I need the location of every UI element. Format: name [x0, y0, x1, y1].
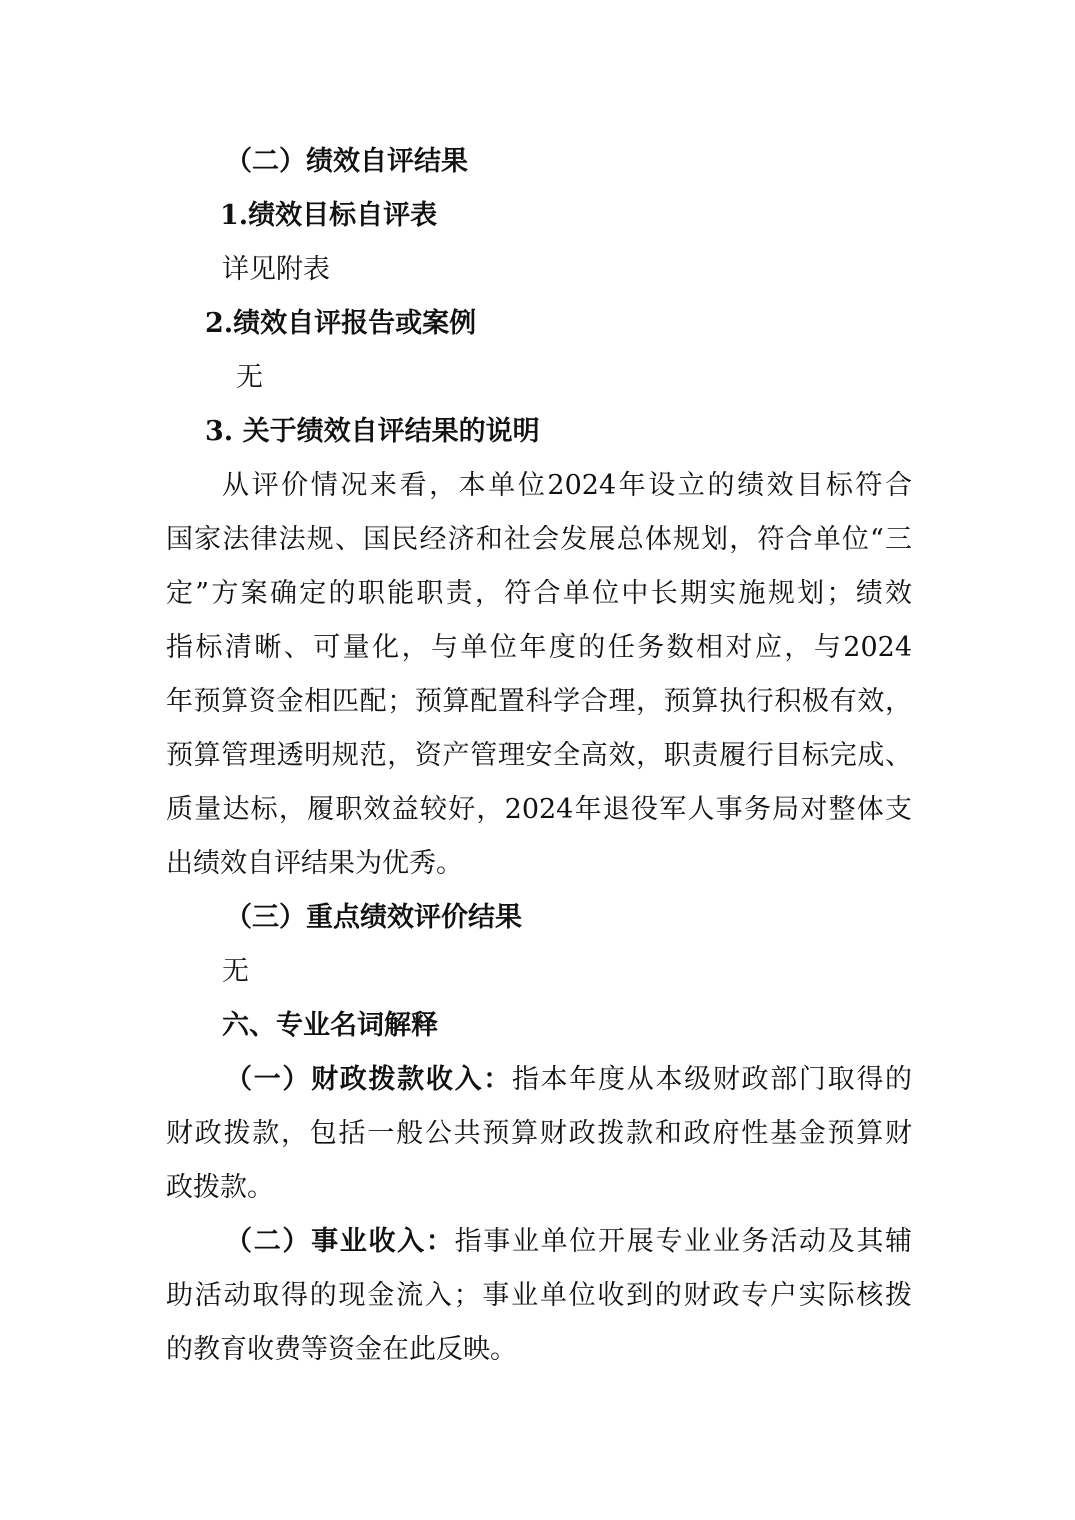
- paragraph-line: 财政拨款，包括一般公共预算财政拨款和政府性基金预算财: [166, 1118, 912, 1149]
- term-1-first-line: [225, 1060, 912, 1100]
- paragraph-line: 的教育收费等资金在此反映。: [166, 1334, 517, 1365]
- paragraph-line: 年预算资金相匹配；预算配置科学合理，预算执行积极有效，: [166, 686, 912, 717]
- section-heading-key-evaluation: （三）重点绩效评价结果: [225, 902, 522, 933]
- paragraph-line: 质量达标，履职效益较好，2024年退役军人事务局对整体支: [166, 794, 912, 825]
- key-evaluation-text: 无: [222, 956, 249, 987]
- item-1-text: 详见附表: [222, 254, 330, 285]
- paragraph-line: 从评价情况来看，本单位2024年设立的绩效目标符合: [222, 470, 912, 501]
- paragraph-line: 指标清晰、可量化，与单位年度的任务数相对应，与2024: [166, 632, 912, 663]
- term-2-first-line: [225, 1222, 912, 1262]
- item-1-heading: 1.绩效目标自评表: [220, 200, 438, 231]
- item-3-heading: 3. 关于绩效自评结果的说明: [205, 416, 540, 447]
- paragraph-line: 助活动取得的现金流入；事业单位收到的财政专户实际核拨: [166, 1280, 912, 1311]
- paragraph-line: 出绩效自评结果为优秀。: [166, 848, 463, 879]
- paragraph-line: 预算管理透明规范，资产管理安全高效，职责履行目标完成、: [166, 740, 912, 771]
- item-2-text: 无: [236, 362, 263, 393]
- section-heading-performance-self-evaluation: （二）绩效自评结果: [225, 146, 468, 177]
- paragraph-line: 国家法律法规、国民经济和社会发展总体规划，符合单位“三: [166, 524, 912, 555]
- item-2-heading: 2.绩效自评报告或案例: [205, 308, 477, 339]
- section-heading-terms: 六、专业名词解释: [222, 1010, 438, 1041]
- term-2-label: （二）事业收入：: [225, 1226, 455, 1257]
- term-1-definition: 指本年度从本级财政部门取得的: [511, 1064, 912, 1095]
- paragraph-line: 定”方案确定的职能职责，符合单位中长期实施规划；绩效: [166, 578, 912, 609]
- term-2-definition: 指事业单位开展专业业务活动及其辅: [454, 1226, 912, 1257]
- paragraph-line: 政拨款。: [166, 1172, 274, 1203]
- term-1-label: （一）财政拨款收入：: [225, 1064, 512, 1095]
